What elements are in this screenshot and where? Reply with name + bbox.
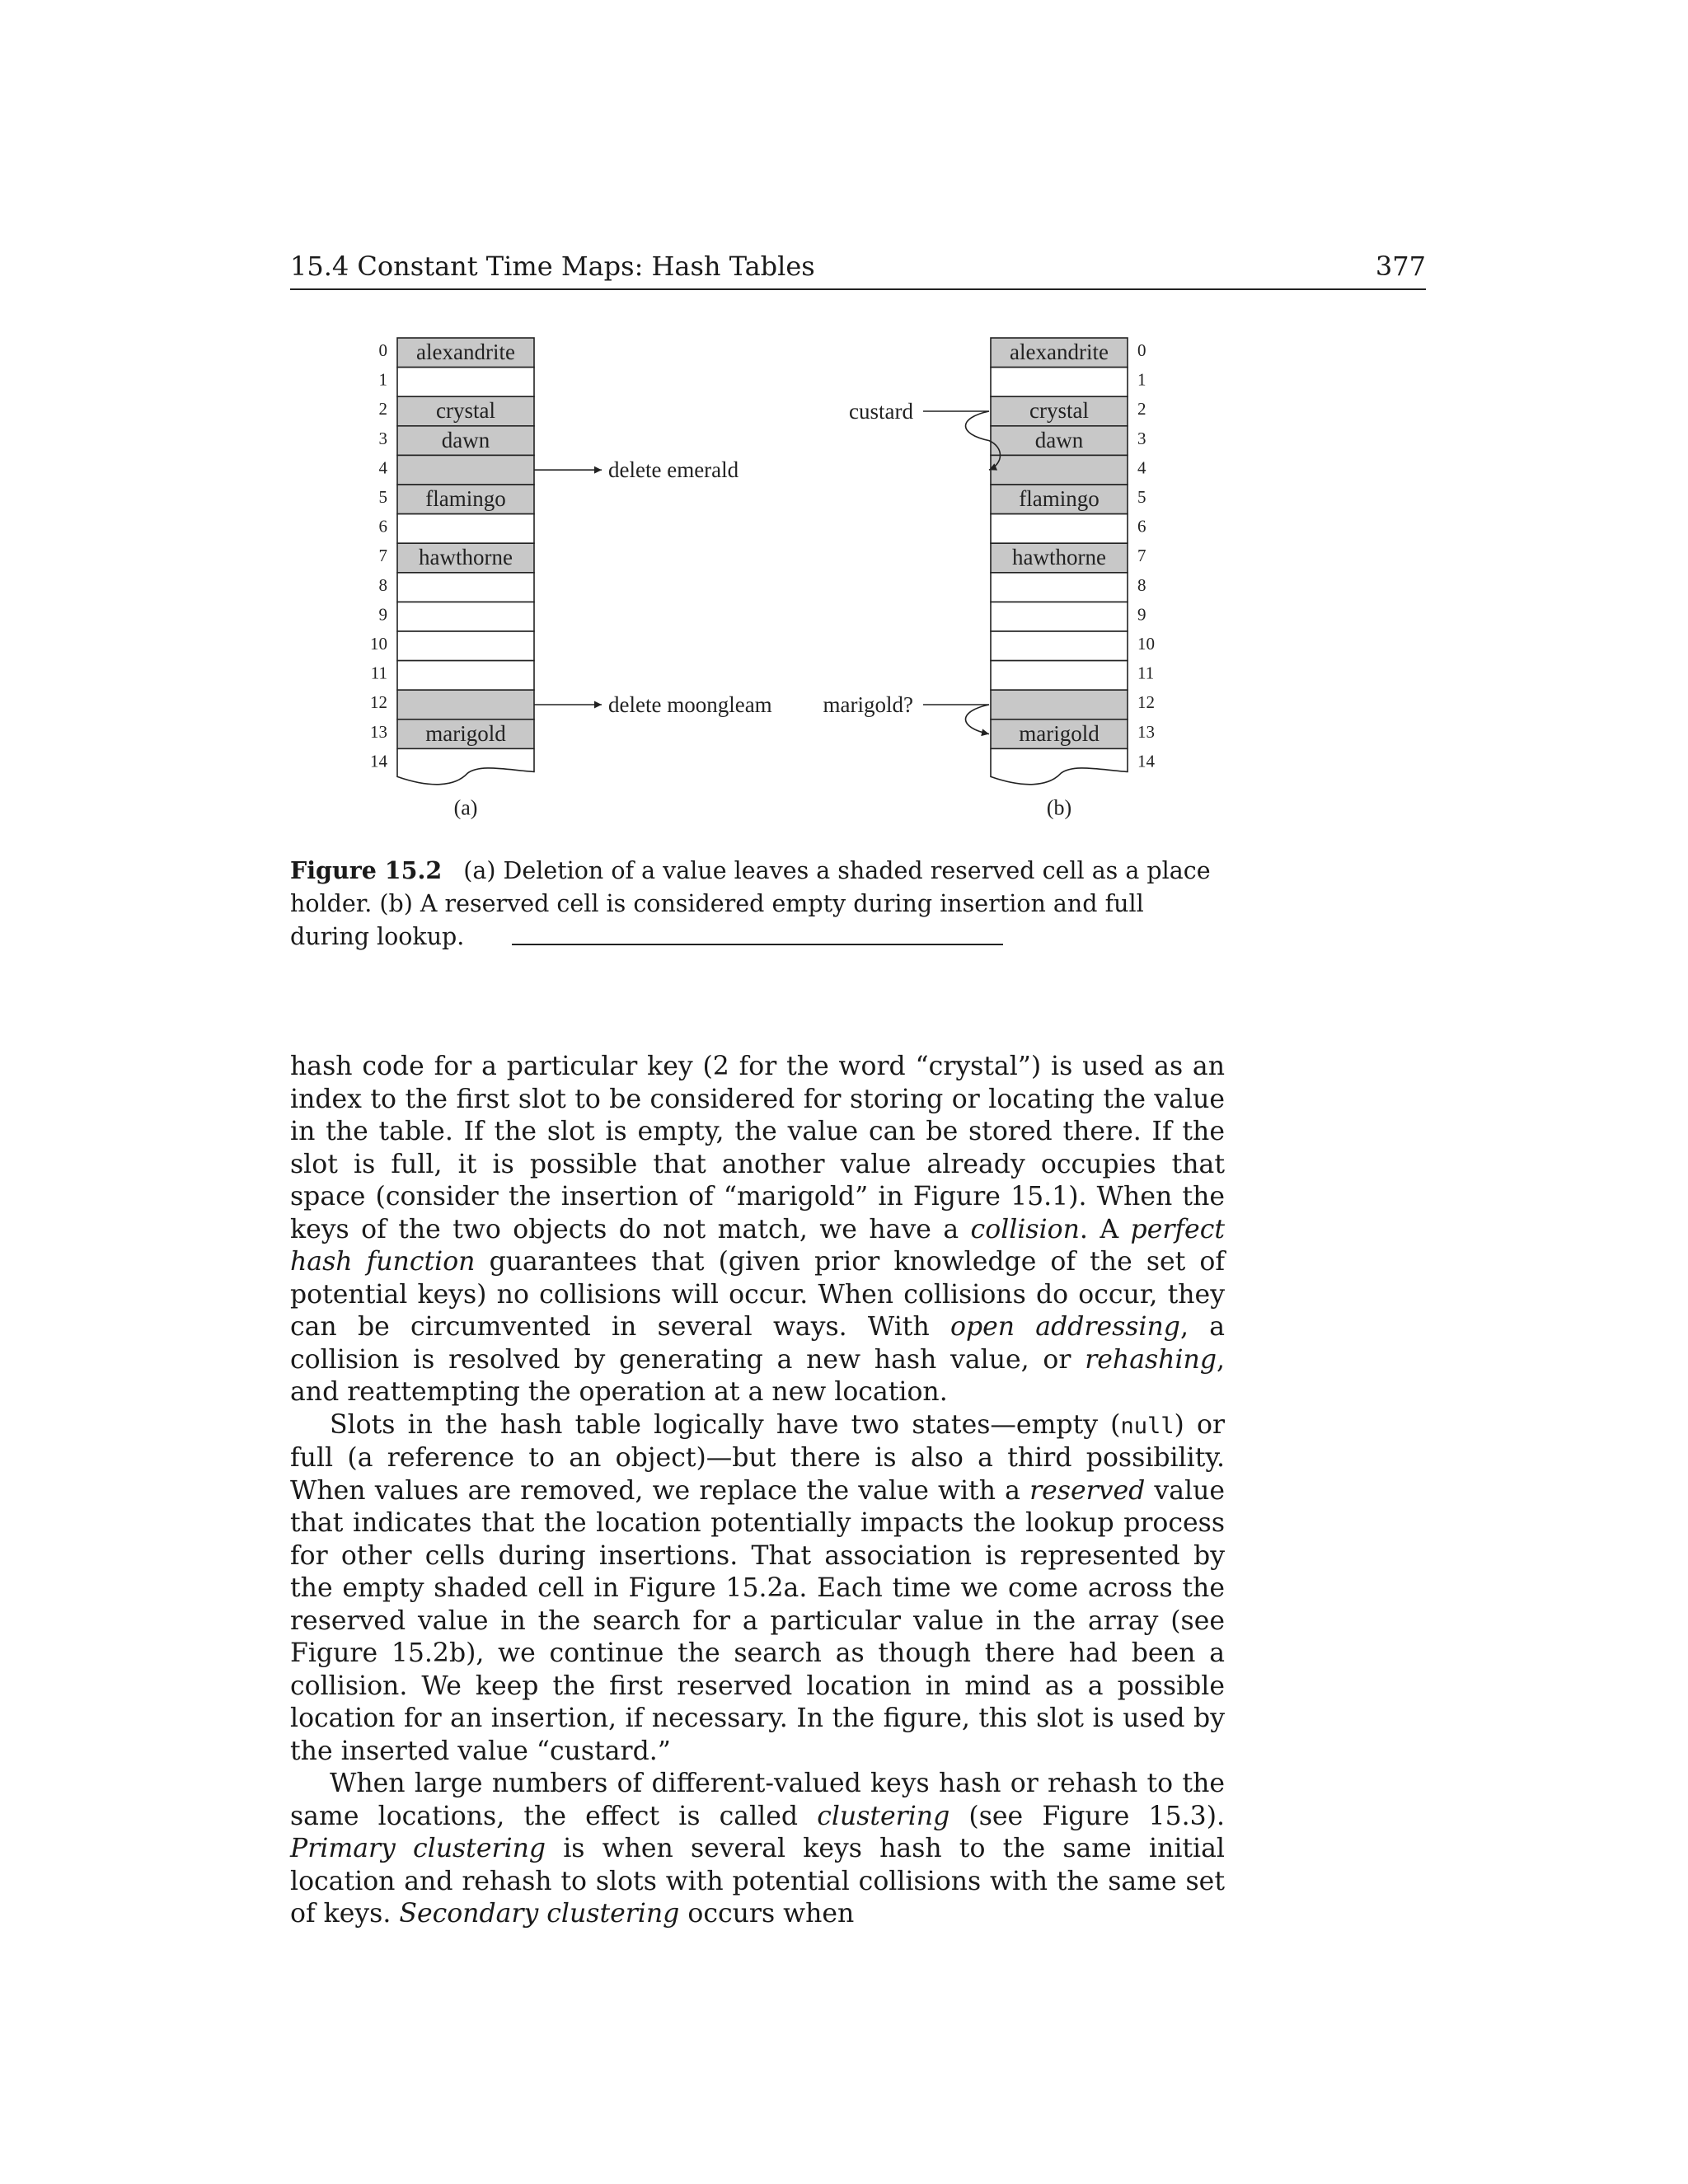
b-row-index: 9	[1137, 604, 1146, 625]
p3-text-b: (see Figure 15.3).	[950, 1801, 1225, 1831]
caption-text: (a) Deletion of a value leaves a shaded reserved cell as a place holder. (b) A reserved cell is considered empty during insertion and full during lookup.	[290, 857, 1211, 950]
b-table-torn-end	[991, 748, 1128, 784]
a-row-index: 11	[370, 663, 387, 683]
a-row-index: 0	[378, 340, 387, 360]
a-cell	[397, 368, 534, 397]
b-row-index: 1	[1137, 369, 1146, 390]
table-a	[370, 338, 772, 819]
a-cell-value: crystal	[436, 398, 495, 424]
page-number: 377	[1375, 251, 1426, 282]
a-row-index: 6	[378, 516, 387, 537]
term-perfect-hash: perfect hash function	[290, 1214, 1225, 1277]
a-cell	[397, 661, 534, 691]
b-row-index: 3	[1137, 428, 1146, 448]
p3-text-c: is when several keys hash to the same initial location and rehash to slots with potential collisions with the same set of keys.	[290, 1834, 1225, 1929]
term-rehashing: rehashing	[1085, 1344, 1217, 1375]
deletion-label: delete moongleam	[608, 692, 772, 717]
figure-caption	[290, 854, 1225, 954]
caption-divider	[512, 944, 1003, 945]
b-cell	[991, 514, 1128, 544]
a-cell	[397, 602, 534, 631]
a-subfigure-label: (a)	[453, 795, 478, 820]
b-cell	[991, 368, 1128, 397]
hash-table-figure	[0, 313, 1688, 841]
b-row-index: 8	[1137, 574, 1146, 595]
a-cell	[397, 514, 534, 544]
term-reserved: reserved	[1029, 1475, 1146, 1506]
deletion-label: delete emerald	[608, 457, 739, 483]
a-cell	[397, 690, 534, 719]
p1-text-a: hash code for a particular key (2 for the word “crystal”) is used as an index to the first slot to be considered for storing or locating the value in the table. If the slot is empty, the value can be stored there. If the slot is full, it is possible that another value already occupies that space (consider the insertion of “marigold” in Figure 15.1). When the keys of the two objects do not match, we have a	[290, 1052, 1225, 1244]
b-cell	[991, 602, 1128, 631]
a-row-index: 5	[378, 487, 387, 507]
b-row-index: 7	[1137, 546, 1146, 566]
term-secondary-clustering: Secondary clustering	[399, 1899, 680, 1929]
a-row-index: 7	[378, 546, 387, 566]
p3-text-d: occurs when	[679, 1899, 855, 1929]
probe-sequence-arrow	[923, 411, 1001, 470]
a-cell-value: flamingo	[425, 486, 506, 511]
probe-sequence-arrow	[923, 705, 989, 734]
term-primary-clustering: Primary clustering	[290, 1834, 546, 1863]
a-row-index: 2	[378, 399, 387, 419]
term-collision: collision	[970, 1214, 1080, 1244]
a-cell	[397, 631, 534, 661]
b-cell	[991, 631, 1128, 661]
p1-text-b: . A	[1079, 1214, 1131, 1244]
p1-text-c: guarantees that (given prior knowledge of the set of potential keys) no collisions will occur. When collisions do occur, they can be circumvented in several ways. With	[290, 1247, 1225, 1342]
b-row-index: 0	[1137, 340, 1146, 360]
b-row-index: 5	[1137, 487, 1146, 507]
table-b	[823, 338, 1156, 819]
probe-key-label: marigold?	[823, 692, 913, 717]
p1-text-e: , and reattempting the operation at a new location.	[290, 1344, 1225, 1407]
a-cell-value: dawn	[441, 427, 490, 452]
a-cell	[397, 455, 534, 485]
b-row-index: 11	[1137, 663, 1155, 683]
a-cell-value: marigold	[425, 720, 506, 746]
a-row-index: 1	[378, 369, 387, 390]
p1-text-d: , a collision is resolved by generating a new hash value, or	[290, 1312, 1225, 1375]
b-row-index: 2	[1137, 399, 1146, 419]
b-row-index: 13	[1137, 721, 1155, 742]
paragraph-2	[290, 1409, 1225, 1769]
b-cell-value: hawthorne	[1012, 545, 1106, 570]
a-table-torn-end	[397, 748, 534, 784]
a-row-index: 4	[378, 457, 387, 478]
a-cell	[397, 573, 534, 602]
b-row-index: 10	[1137, 634, 1155, 654]
b-row-index: 4	[1137, 457, 1146, 478]
a-row-index: 9	[378, 604, 387, 625]
a-cell-value: hawthorne	[419, 545, 513, 570]
b-cell	[991, 661, 1128, 691]
a-row-index: 8	[378, 574, 387, 595]
a-row-index: 14	[370, 751, 387, 771]
term-clustering: clustering	[817, 1801, 950, 1831]
b-row-index: 6	[1137, 516, 1146, 537]
paragraph-3	[290, 1768, 1225, 1931]
p2-text-c: value that indicates that the location potentially impacts the lookup process for other cells during insertions. That association is represented by the empty shaded cell in Figure 15.2a. Each time we come across the reserved value in the search for a particular value in the array (see Figure 15.2b), we continue the search as though there had been a collision. We keep the first reserved location in mind as a possible location for an insertion, if necessary. In the figure, this slot is used by the inserted value “custard.”	[290, 1475, 1226, 1766]
a-row-index: 3	[378, 428, 387, 448]
b-cell-value: flamingo	[1019, 486, 1100, 511]
a-cell-value: alexandrite	[416, 340, 515, 364]
a-row-index: 12	[370, 692, 387, 713]
section-title: 15.4 Constant Time Maps: Hash Tables	[290, 251, 815, 282]
b-cell-value: marigold	[1019, 720, 1100, 746]
b-cell	[991, 455, 1128, 485]
b-cell	[991, 573, 1128, 602]
term-open-addressing: open addressing	[950, 1312, 1180, 1342]
paragraph-1	[290, 1051, 1225, 1409]
a-row-index: 10	[370, 634, 387, 654]
b-cell-value: dawn	[1034, 427, 1084, 452]
running-header	[290, 249, 1426, 290]
b-row-index: 12	[1137, 692, 1155, 713]
a-row-index: 13	[370, 721, 387, 742]
caption-label: Figure 15.2	[290, 856, 443, 884]
b-cell	[991, 690, 1128, 719]
body-text	[290, 1051, 1225, 1931]
b-subfigure-label: (b)	[1046, 795, 1072, 820]
p3-text-a: When large numbers of different-valued keys hash or rehash to the same locations, the effect is called	[290, 1769, 1225, 1831]
b-row-index: 14	[1137, 751, 1155, 771]
p2-text-a: Slots in the hash table logically have two states—empty (	[330, 1409, 1121, 1440]
b-cell-value: crystal	[1029, 398, 1089, 424]
probe-key-label: custard	[849, 399, 913, 424]
code-null: null	[1120, 1413, 1175, 1439]
p2-text-b: ) or full (a reference to an object)—but there is also a third possibility. When values are removed, we replace the value with a	[290, 1409, 1225, 1506]
b-cell-value: alexandrite	[1010, 340, 1109, 364]
